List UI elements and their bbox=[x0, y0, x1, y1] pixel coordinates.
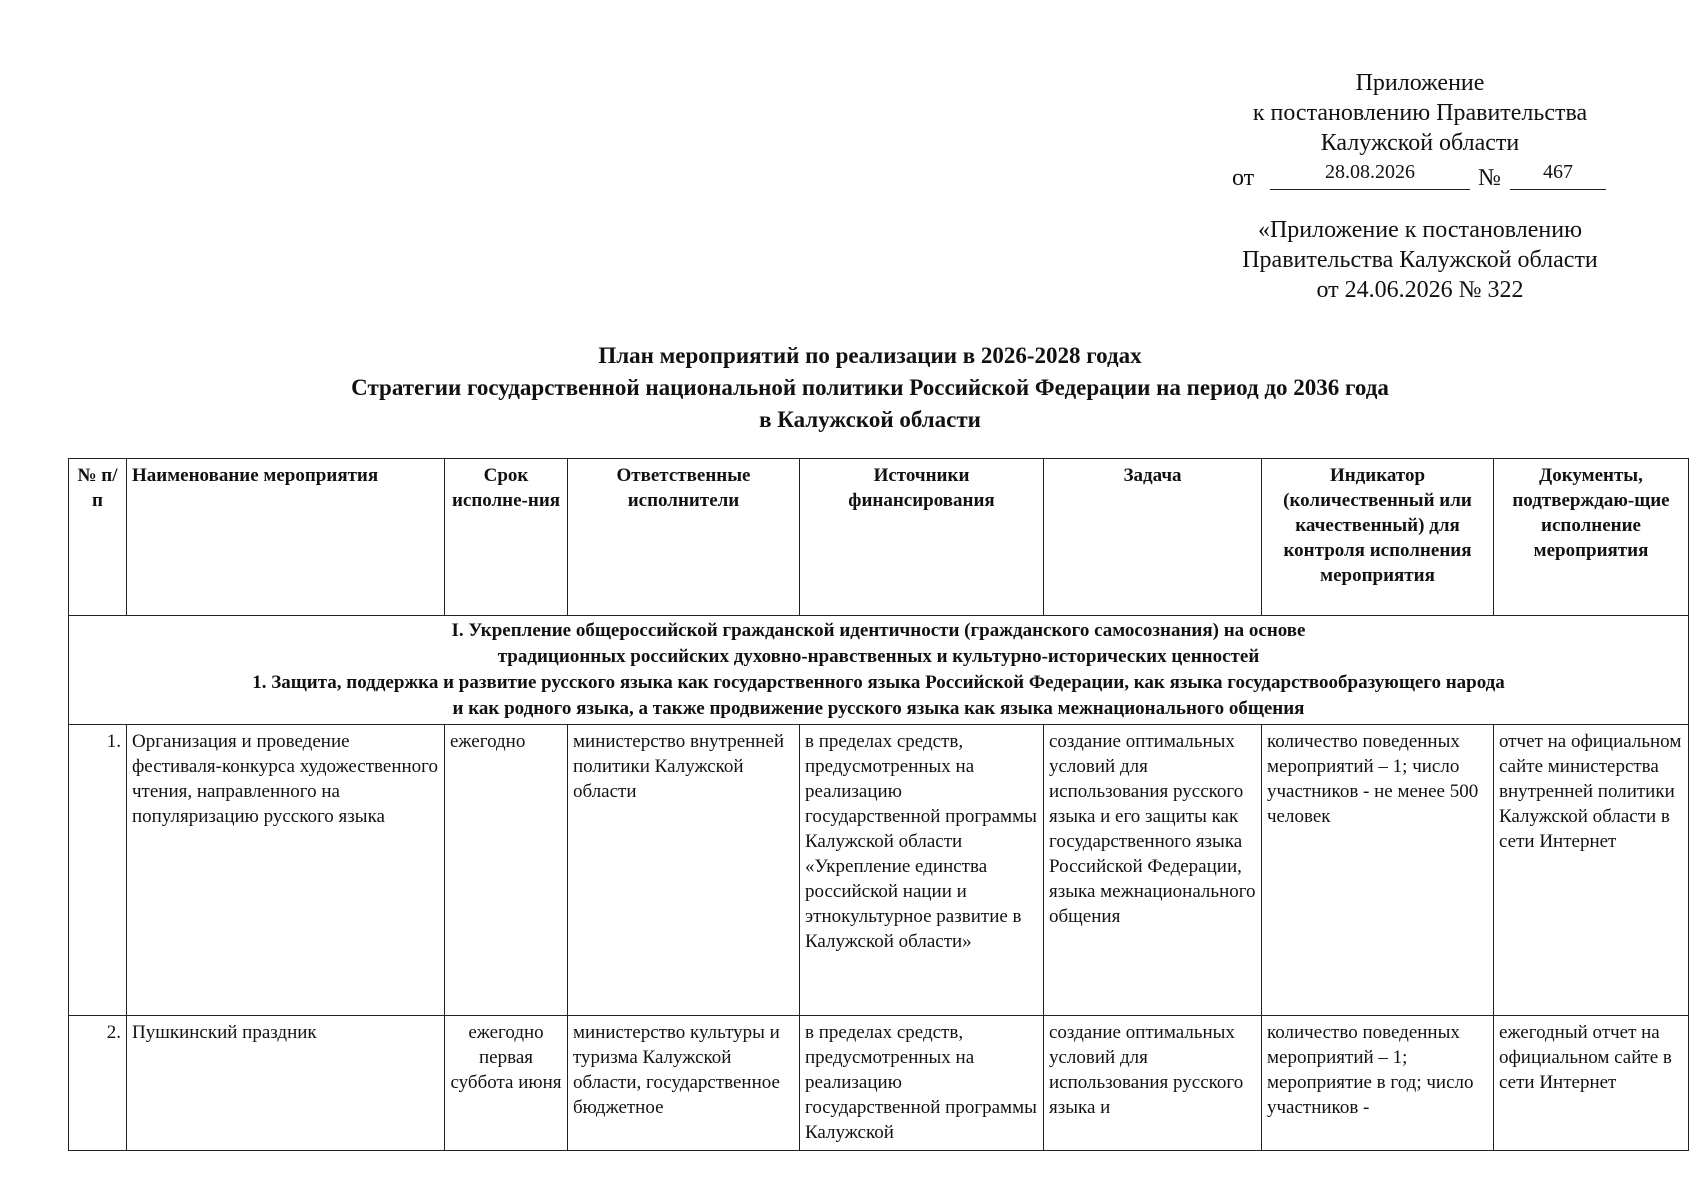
cell-task: создание оптимальных условий для использования русского языка и его защиты как государственного языка Российской Федерации, языка межнационального общения bbox=[1044, 725, 1262, 1016]
cell-term: ежегодно bbox=[445, 725, 568, 1016]
section-line: и как родного языка, а также продвижение русского языка как языка межнационального общения bbox=[452, 698, 1305, 719]
decree-date-number bbox=[1232, 162, 1652, 196]
column-header-name: Наименование мероприятия bbox=[127, 459, 445, 616]
previous-decree-reference bbox=[1200, 215, 1640, 305]
section-line: I. Укрепление общероссийской гражданской идентичности (гражданского самосознания) на основе bbox=[451, 620, 1306, 641]
section-row bbox=[69, 616, 1689, 725]
cell-executors: министерство внутренней политики Калужской области bbox=[568, 725, 800, 1016]
decree-number: 467 bbox=[1510, 161, 1606, 190]
column-header-documents: Документы, подтверждаю-щие исполнение мероприятия bbox=[1494, 459, 1689, 616]
title-line: в Калужской области bbox=[759, 407, 981, 432]
prev-ref-line: «Приложение к постановлению bbox=[1257, 217, 1583, 243]
appendix-line: к постановлению Правительства bbox=[1252, 100, 1588, 126]
cell-name: Пушкинский праздник bbox=[127, 1016, 445, 1151]
cell-number: 1. bbox=[69, 725, 127, 1016]
section-line: 1. Защита, поддержка и развитие русского языка как государственного языка Российской Федерации, как языка государствообразующего народа bbox=[252, 672, 1505, 693]
cell-documents: ежегодный отчет на официальном сайте в сети Интернет bbox=[1494, 1016, 1689, 1151]
prev-ref-line: Правительства Калужской области bbox=[1242, 247, 1598, 273]
column-header-indicator: Индикатор (количественный или качественный) для контроля исполнения мероприятия bbox=[1262, 459, 1494, 616]
table-header-row bbox=[69, 459, 1689, 616]
cell-indicator: количество поведенных мероприятий – 1; мероприятие в год; число участников - bbox=[1262, 1016, 1494, 1151]
from-label: от bbox=[1232, 165, 1255, 191]
number-label: № bbox=[1478, 165, 1501, 191]
prev-ref-line: от 24.06.2026 № 322 bbox=[1316, 277, 1524, 303]
table-row bbox=[69, 725, 1689, 1016]
appendix-line: Калужской области bbox=[1320, 130, 1520, 156]
table-row bbox=[69, 1016, 1689, 1151]
title-line: План мероприятий по реализации в 2026-2028 годах bbox=[598, 343, 1142, 368]
column-header-number: № п/п bbox=[69, 459, 127, 616]
section-heading bbox=[69, 616, 1689, 725]
appendix-heading bbox=[1170, 68, 1670, 158]
plan-title bbox=[160, 340, 1580, 436]
cell-documents: отчет на официальном сайте министерства внутренней политики Калужской области в сети Интернет bbox=[1494, 725, 1689, 1016]
cell-indicator: количество поведенных мероприятий – 1; число участников - не менее 500 человек bbox=[1262, 725, 1494, 1016]
cell-financing: в пределах средств, предусмотренных на реализацию государственной программы Калужской bbox=[800, 1016, 1044, 1151]
decree-date: 28.08.2026 bbox=[1270, 161, 1470, 190]
plan-table bbox=[68, 458, 1689, 1151]
column-header-task: Задача bbox=[1044, 459, 1262, 616]
cell-name: Организация и проведение фестиваля-конкурса художественного чтения, направленного на популяризацию русского языка bbox=[127, 725, 445, 1016]
appendix-line: Приложение bbox=[1355, 70, 1485, 96]
cell-term: ежегодно первая суббота июня bbox=[445, 1016, 568, 1151]
column-header-executors: Ответственные исполнители bbox=[568, 459, 800, 616]
title-line: Стратегии государственной национальной политики Российской Федерации на период до 2036 года bbox=[351, 375, 1389, 400]
column-header-term: Срок исполне-ния bbox=[445, 459, 568, 616]
cell-financing: в пределах средств, предусмотренных на реализацию государственной программы Калужской области «Укрепление единства российской нации и этнокультурное развитие в Калужской области» bbox=[800, 725, 1044, 1016]
cell-executors: министерство культуры и туризма Калужской области, государственное бюджетное bbox=[568, 1016, 800, 1151]
cell-task: создание оптимальных условий для использования русского языка и bbox=[1044, 1016, 1262, 1151]
section-line: традиционных российских духовно-нравственных и культурно-исторических ценностей bbox=[497, 646, 1260, 667]
cell-number: 2. bbox=[69, 1016, 127, 1151]
column-header-financing: Источники финансирования bbox=[800, 459, 1044, 616]
